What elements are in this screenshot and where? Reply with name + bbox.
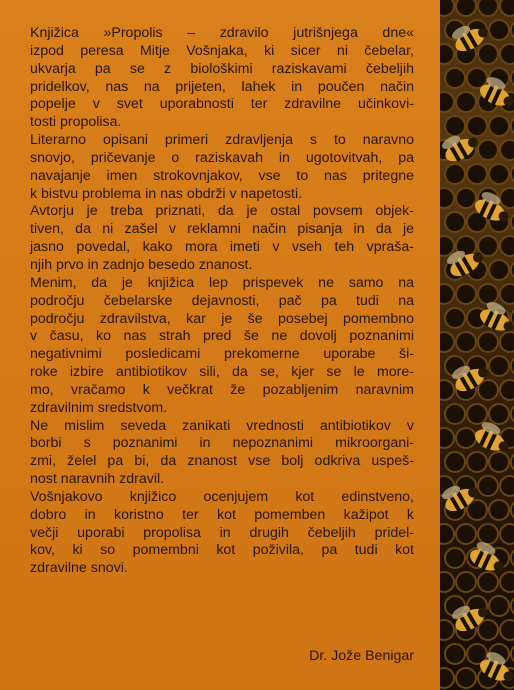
text-line: popelje v svet uporabnosti ter zdravilne učinkovi-	[30, 96, 414, 113]
comb-cell	[478, 572, 498, 592]
comb-cell	[456, 332, 476, 352]
comb-cell	[445, 548, 465, 568]
comb-cell	[440, 236, 454, 256]
comb-cell	[440, 524, 454, 544]
text-line: zmi, želel pa bi, da znanost vse bolj odkriva uspeš-	[30, 453, 414, 470]
text-line: večji uporabi propolisa in drugih čebeljih pridel-	[30, 524, 414, 541]
comb-cell	[500, 188, 514, 208]
comb-cell	[478, 476, 498, 496]
comb-cell	[445, 404, 465, 424]
text-line: mo, vračamo k večkrat že pozabljenim naravnim	[30, 381, 414, 398]
comb-cell	[489, 596, 509, 616]
comb-cell	[489, 404, 509, 424]
comb-cell	[500, 524, 514, 544]
comb-cell	[500, 332, 514, 352]
comb-cell	[456, 668, 476, 688]
comb-cell	[440, 188, 454, 208]
comb-cell	[440, 380, 454, 400]
text-line: v času, ko nas strah pred še ne dovolj poznanimi	[30, 328, 414, 345]
text-line: negativnimi posledicami prekomerne uporabe ši-	[30, 346, 414, 363]
text-line: Ne mislim seveda zanikati vrednosti antibiotikov v	[30, 417, 414, 434]
comb-cell	[478, 620, 498, 640]
comb-cell	[440, 284, 454, 304]
paragraph	[30, 489, 414, 578]
comb-cell	[445, 164, 465, 184]
comb-cell	[440, 44, 454, 64]
comb-cell	[489, 500, 509, 520]
comb-cell	[478, 236, 498, 256]
comb-cell	[467, 116, 487, 136]
comb-cell	[489, 356, 509, 376]
comb-cell	[456, 0, 476, 16]
comb-cell	[456, 92, 476, 112]
comb-cell	[440, 572, 454, 592]
text-line: nost naravnih zdravil.	[30, 471, 165, 488]
comb-cell	[489, 116, 509, 136]
text-line: roke izbire antibiotikov sili, da se, kjer se le more-	[30, 364, 414, 381]
text-line: snovjo, pričevanje o raziskavah in ugotovitvah, pa	[30, 149, 414, 166]
text-line: zdravilnim sredstvom.	[30, 399, 168, 416]
comb-cell	[440, 428, 454, 448]
comb-cell	[456, 284, 476, 304]
text-line: njih prvo in zadnjo besedo znanost.	[30, 256, 253, 273]
comb-cell	[478, 0, 498, 16]
text-line: Avtorju je treba priznati, da je ostal povsem objek-	[30, 203, 414, 220]
text-line: področju zdravilstva, kar je še posebej pomembno	[30, 310, 414, 327]
comb-cell	[440, 92, 454, 112]
comb-cell	[440, 332, 454, 352]
comb-cell	[456, 572, 476, 592]
comb-cell	[500, 236, 514, 256]
text-line: zdravilne snovi.	[30, 560, 128, 577]
comb-cell	[489, 260, 509, 280]
comb-cell	[478, 380, 498, 400]
text-line: dobro in koristno ter kot pomemben kažipot k	[30, 506, 414, 523]
comb-cell	[440, 668, 454, 688]
comb-cell	[489, 452, 509, 472]
comb-cell	[456, 188, 476, 208]
text-line: Knjižica »Propolis – zdravilo jutrišnjega dne«	[30, 25, 414, 41]
comb-cell	[478, 284, 498, 304]
text-line: tosti propolisa.	[30, 114, 122, 131]
comb-cell	[500, 476, 514, 496]
text-line: jasno povedal, kako mora imeti v vseh teh vpraša-	[30, 239, 414, 256]
text-line: navajanje imen strokovnjakov, vse to nas pritegne	[30, 167, 414, 184]
paragraph	[30, 203, 414, 274]
comb-cell	[489, 20, 509, 40]
comb-cell	[445, 116, 465, 136]
text-line: pridelkov, nas na prijeten, lahek in poučen način	[30, 78, 414, 95]
comb-cell	[445, 212, 465, 232]
honeycomb-bees-image	[440, 0, 514, 690]
comb-cell	[440, 0, 454, 16]
paragraph	[30, 25, 414, 132]
comb-cell	[467, 164, 487, 184]
text-line: Menim, da je knjižica lep prispevek ne samo na	[30, 274, 414, 291]
comb-cell	[478, 524, 498, 544]
comb-cell	[500, 572, 514, 592]
comb-cell	[489, 164, 509, 184]
honeycomb-bees-photo	[440, 0, 514, 690]
comb-cell	[445, 644, 465, 664]
comb-cell	[500, 380, 514, 400]
comb-cell	[500, 140, 514, 160]
text-line: tiven, da ni zašel v reklamni način pisanja in da je	[30, 221, 414, 238]
comb-cell	[445, 68, 465, 88]
text-line: izpod peresa Mitje Vošnjaka, ki sicer ni čebelar,	[30, 42, 414, 59]
comb-cell	[478, 44, 498, 64]
body-text	[30, 25, 414, 578]
author-signature: Dr. Jože Benigar	[309, 648, 414, 664]
comb-cell	[500, 0, 514, 16]
comb-cell	[478, 332, 498, 352]
text-line: Vošnjakovo knjižico ocenjujem kot edinstveno,	[30, 488, 414, 505]
comb-cell	[440, 620, 454, 640]
comb-cell	[500, 284, 514, 304]
paragraph	[30, 275, 414, 418]
text-line: k bistvu problema in nas obdrži v napetosti.	[30, 185, 303, 202]
text-line: Literarno opisani primeri zdravljenja s to naravno	[30, 132, 414, 149]
comb-cell	[445, 308, 465, 328]
text-line: področju čebelarske dejavnosti, pač pa tudi na	[30, 292, 414, 309]
comb-cell	[456, 524, 476, 544]
comb-cell	[445, 452, 465, 472]
comb-cell	[500, 620, 514, 640]
comb-cell	[478, 140, 498, 160]
comb-cell	[500, 44, 514, 64]
comb-cell	[467, 404, 487, 424]
text-line: kov, ki so pomembni kot poživila, pa tudi kot	[30, 542, 414, 559]
text-line: borbi s poznanimi in nepoznanimi mikroorgani-	[30, 435, 414, 452]
paragraph	[30, 418, 414, 489]
text-line: ukvarja pa se z biološkimi raziskavami čebeljih	[30, 60, 414, 77]
comb-cell	[467, 452, 487, 472]
paragraph	[30, 132, 414, 203]
comb-cell	[467, 68, 487, 88]
comb-cell	[456, 428, 476, 448]
